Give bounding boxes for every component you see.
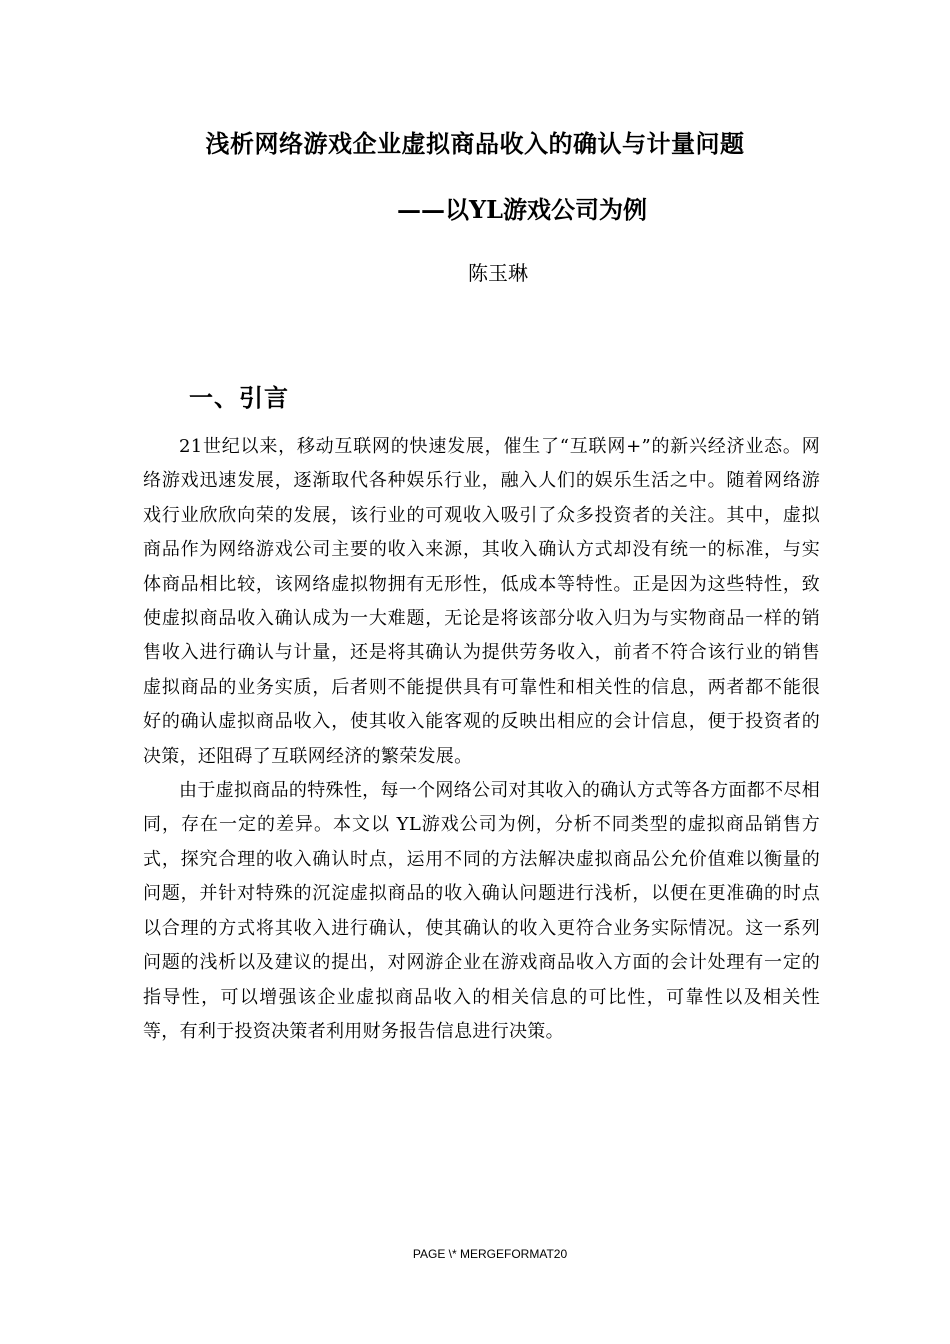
section-heading-introduction: 一、引言 bbox=[189, 383, 289, 412]
body-text bbox=[143, 430, 820, 1049]
document-subtitle: ——以YL游戏公司为例 bbox=[397, 195, 648, 224]
author-name: 陈玉琳 bbox=[468, 261, 528, 285]
page-footer-field: PAGE \* MERGEFORMAT20 bbox=[412, 1247, 568, 1261]
document-title: 浅析网络游戏企业虚拟商品收入的确认与计量问题 bbox=[205, 129, 745, 158]
paragraph-2: 由于虚拟商品的特殊性，每一个网络公司对其收入的确认方式等各方面都不尽相同，存在一定的差异。本文以 YL游戏公司为例，分析不同类型的虚拟商品销售方式，探究合理的收入确认时点，运用不同的方法解决虚拟商品公允价值难以衡量的问题，并针对特殊的沉淀虚拟商品的收入确认问题进行浅析，以便在更准确的时点以合理的方式将其收入进行确认，使其确认的收入更符合业务实际情况。这一系列问题的浅析以及建议的提出，对网游企业在游戏商品收入方面的会计处理有一定的指导性，可以增强该企业虚拟商品收入的相关信息的可比性，可靠性以及相关性等，有利于投资决策者利用财务报告信息进行决策。 bbox=[143, 780, 820, 1042]
paragraph-1: 21世纪以来，移动互联网的快速发展，催生了“互联网+”的新兴经济业态。网络游戏迅速发展，逐渐取代各种娱乐行业，融入人们的娱乐生活之中。随着网络游戏行业欣欣向荣的发展，该行业的可观收入吸引了众多投资者的关注。其中，虚拟商品作为网络游戏公司主要的收入来源，其收入确认方式却没有统一的标准，与实体商品相比较，该网络虚拟物拥有无形性，低成本等特性。正是因为这些特性，致使虚拟商品收入确认成为一大难题，无论是将该部分收入归为与实物商品一样的销售收入进行确认与计量，还是将其确认为提供劳务收入，前者不符合该行业的销售虚拟商品的业务实质，后者则不能提供具有可靠性和相关性的信息，两者都不能很好的确认虚拟商品收入，使其收入能客观的反映出相应的会计信息，便于投资者的决策，还阻碍了互联网经济的繁荣发展。 bbox=[143, 436, 820, 767]
